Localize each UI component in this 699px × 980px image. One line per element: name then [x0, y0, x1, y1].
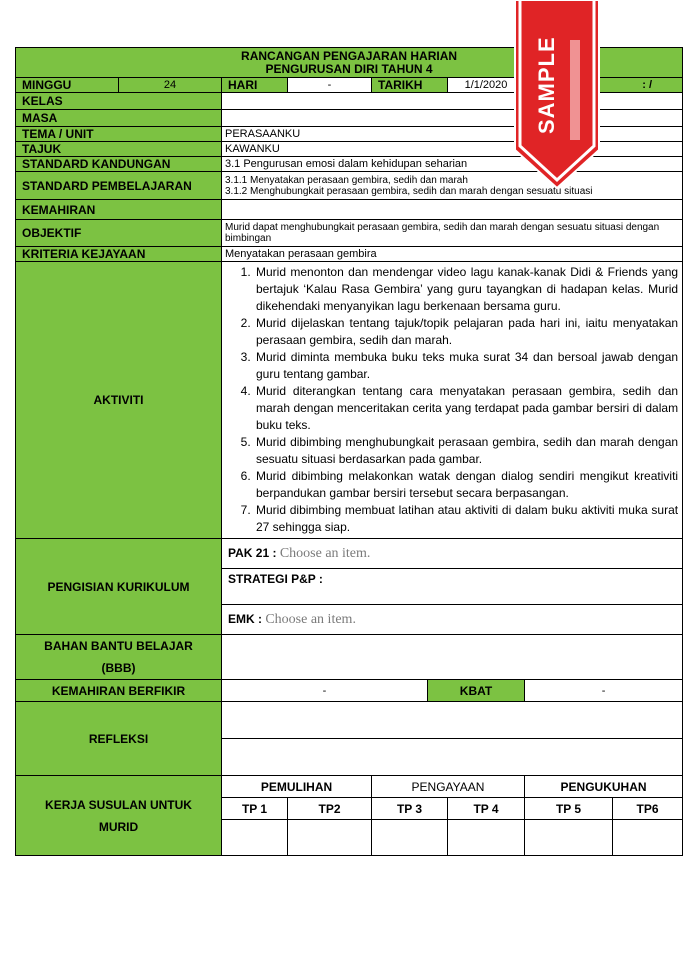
kbat-label: KBAT — [428, 680, 525, 702]
aktiviti-item: 5. Murid dibimbing menghubungkait perasaan gembira, sedih dan marah dengan sesuatu situasi berdasarkan pada gambar. — [254, 434, 678, 468]
tp2-value[interactable] — [288, 820, 372, 856]
title-line-2: PENGURUSAN DIRI TAHUN 4 — [265, 61, 433, 76]
emk-field[interactable] — [222, 605, 683, 635]
pemulihan-header: PEMULIHAN — [222, 776, 372, 798]
hari-value[interactable]: - — [288, 78, 372, 93]
pak21-select[interactable]: Choose an item. — [279, 545, 371, 561]
pak21-field[interactable] — [222, 539, 683, 569]
bbb-value[interactable] — [222, 635, 683, 680]
tp6-value[interactable] — [613, 820, 683, 856]
sp-line-1: 3.1.1 Menyatakan perasaan gembira, sedih dan marah — [225, 174, 468, 186]
bbb-label — [16, 635, 222, 680]
pak21-label: PAK 21 : — [228, 545, 277, 560]
minggu-extra-value: : / — [525, 78, 683, 93]
bbb-label-line-2: (BBB) — [101, 661, 136, 675]
strategi-field[interactable] — [222, 569, 683, 605]
kriteria-value[interactable]: Menyatakan perasaan gembira — [222, 247, 683, 262]
pengayaan-header: PENGAYAAN — [372, 776, 525, 798]
title-line-1: RANCANGAN PENGAJARAN HARIAN — [241, 48, 458, 63]
kemahiran-berfikir-label: KEMAHIRAN BERFIKIR — [16, 680, 222, 702]
aktiviti-item: 6. Murid dibimbing melakonkan watak dengan dialog sendiri mengikut kreativiti berpandukan gambar bersiri tersebut secara berpasangan. — [254, 468, 678, 502]
hari-label: HARI — [222, 78, 288, 93]
kemahiran-value[interactable] — [222, 200, 683, 220]
aktiviti-item: 4. Murid diterangkan tentang cara menyatakan perasaan gembira, sedih dan marah dengan menceritakan cerita yang terdapat pada gambar bersiri di dalam buku teks. — [254, 383, 678, 434]
standard-kandungan-value[interactable]: 3.1 Pengurusan emosi dalam kehidupan seharian — [222, 157, 683, 172]
kerja-susulan-line-1: KERJA SUSULAN UNTUK — [45, 797, 192, 812]
tp2-header: TP2 — [288, 798, 372, 820]
tarikh-value[interactable]: 1/1/2020 — [448, 78, 525, 93]
kemahiran-label: KEMAHIRAN — [16, 200, 222, 220]
refleksi-label: REFLEKSI — [16, 702, 222, 776]
tp5-value[interactable] — [525, 820, 613, 856]
emk-label: EMK : — [228, 611, 262, 626]
aktiviti-item: 1. Murid menonton dan mendengar video lagu kanak-kanak Didi & Friends yang bertajuk ‘Kalau Rasa Gembira’ yang guru tayangkan di hadapan kelas. Murid dikehendaki menyanyikan lagu berkenaan bersama guru. — [254, 264, 678, 315]
masa-label: MASA — [16, 110, 222, 127]
pengukuhan-header: PENGUKUHAN — [525, 776, 683, 798]
aktiviti-list — [226, 264, 678, 536]
tp4-header: TP 4 — [448, 798, 525, 820]
objektif-label: OBJEKTIF — [16, 220, 222, 247]
aktiviti-item: 2. Murid dijelaskan tentang tajuk/topik pelajaran pada hari ini, iaitu menyatakan perasaan gembira, sedih dan marah. — [254, 315, 678, 349]
standard-kandungan-label: STANDARD KANDUNGAN — [16, 157, 222, 172]
tp1-header: TP 1 — [222, 798, 288, 820]
strategi-label: STRATEGI P&P : — [228, 572, 323, 586]
kriteria-label: KRITERIA KEJAYAAN — [16, 247, 222, 262]
kemahiran-berfikir-value[interactable]: - — [222, 680, 428, 702]
tp6-header: TP6 — [613, 798, 683, 820]
aktiviti-content[interactable] — [222, 262, 683, 539]
aktiviti-label: AKTIVITI — [16, 262, 222, 539]
kerja-susulan-label — [16, 776, 222, 856]
kbat-value[interactable]: - — [525, 680, 683, 702]
tajuk-label: TAJUK — [16, 142, 222, 157]
bbb-label-line-1: BAHAN BANTU BELAJAR — [44, 639, 193, 653]
minggu-label: MINGGU — [16, 78, 119, 93]
aktiviti-item: 7. Murid dibimbing membuat latihan atau aktiviti di dalam buku aktiviti muka surat 27 sehingga siap. — [254, 502, 678, 536]
emk-select[interactable]: Choose an item. — [265, 611, 356, 627]
masa-value[interactable] — [222, 110, 683, 127]
aktiviti-item: 3. Murid diminta membuka buku teks muka surat 34 dan bersoal jawab dengan guru tentang gambar. — [254, 349, 678, 383]
tp5-header: TP 5 — [525, 798, 613, 820]
kerja-susulan-line-2: MURID — [98, 819, 139, 834]
tema-label: TEMA / UNIT — [16, 127, 222, 142]
tp3-value[interactable] — [372, 820, 448, 856]
objektif-value[interactable]: Murid dapat menghubungkait perasaan gembira, sedih dan marah dengan sesuatu situasi dengan bimbingan — [222, 220, 683, 247]
refleksi-value-2[interactable] — [222, 739, 683, 776]
refleksi-value-1[interactable] — [222, 702, 683, 739]
sp-line-2: 3.1.2 Menghubungkait perasaan gembira, sedih dan marah dengan sesuatu situasi — [225, 185, 593, 197]
tp4-value[interactable] — [448, 820, 525, 856]
kelas-value[interactable] — [222, 93, 683, 110]
tarikh-label: TARIKH — [372, 78, 448, 93]
tp1-value[interactable] — [222, 820, 288, 856]
minggu-value[interactable]: 24 — [119, 78, 222, 93]
sample-stamp — [512, 0, 602, 190]
standard-pembelajaran-value[interactable] — [222, 172, 683, 200]
tajuk-value[interactable]: KAWANKU — [222, 142, 683, 157]
pengisian-kurikulum-label: PENGISIAN KURIKULUM — [16, 539, 222, 635]
tema-value[interactable]: PERASAANKU — [222, 127, 683, 142]
kelas-label: KELAS — [16, 93, 222, 110]
stamp-text: SAMPLE — [534, 36, 559, 134]
tp3-header: TP 3 — [372, 798, 448, 820]
standard-pembelajaran-label: STANDARD PEMBELAJARAN — [16, 172, 222, 200]
